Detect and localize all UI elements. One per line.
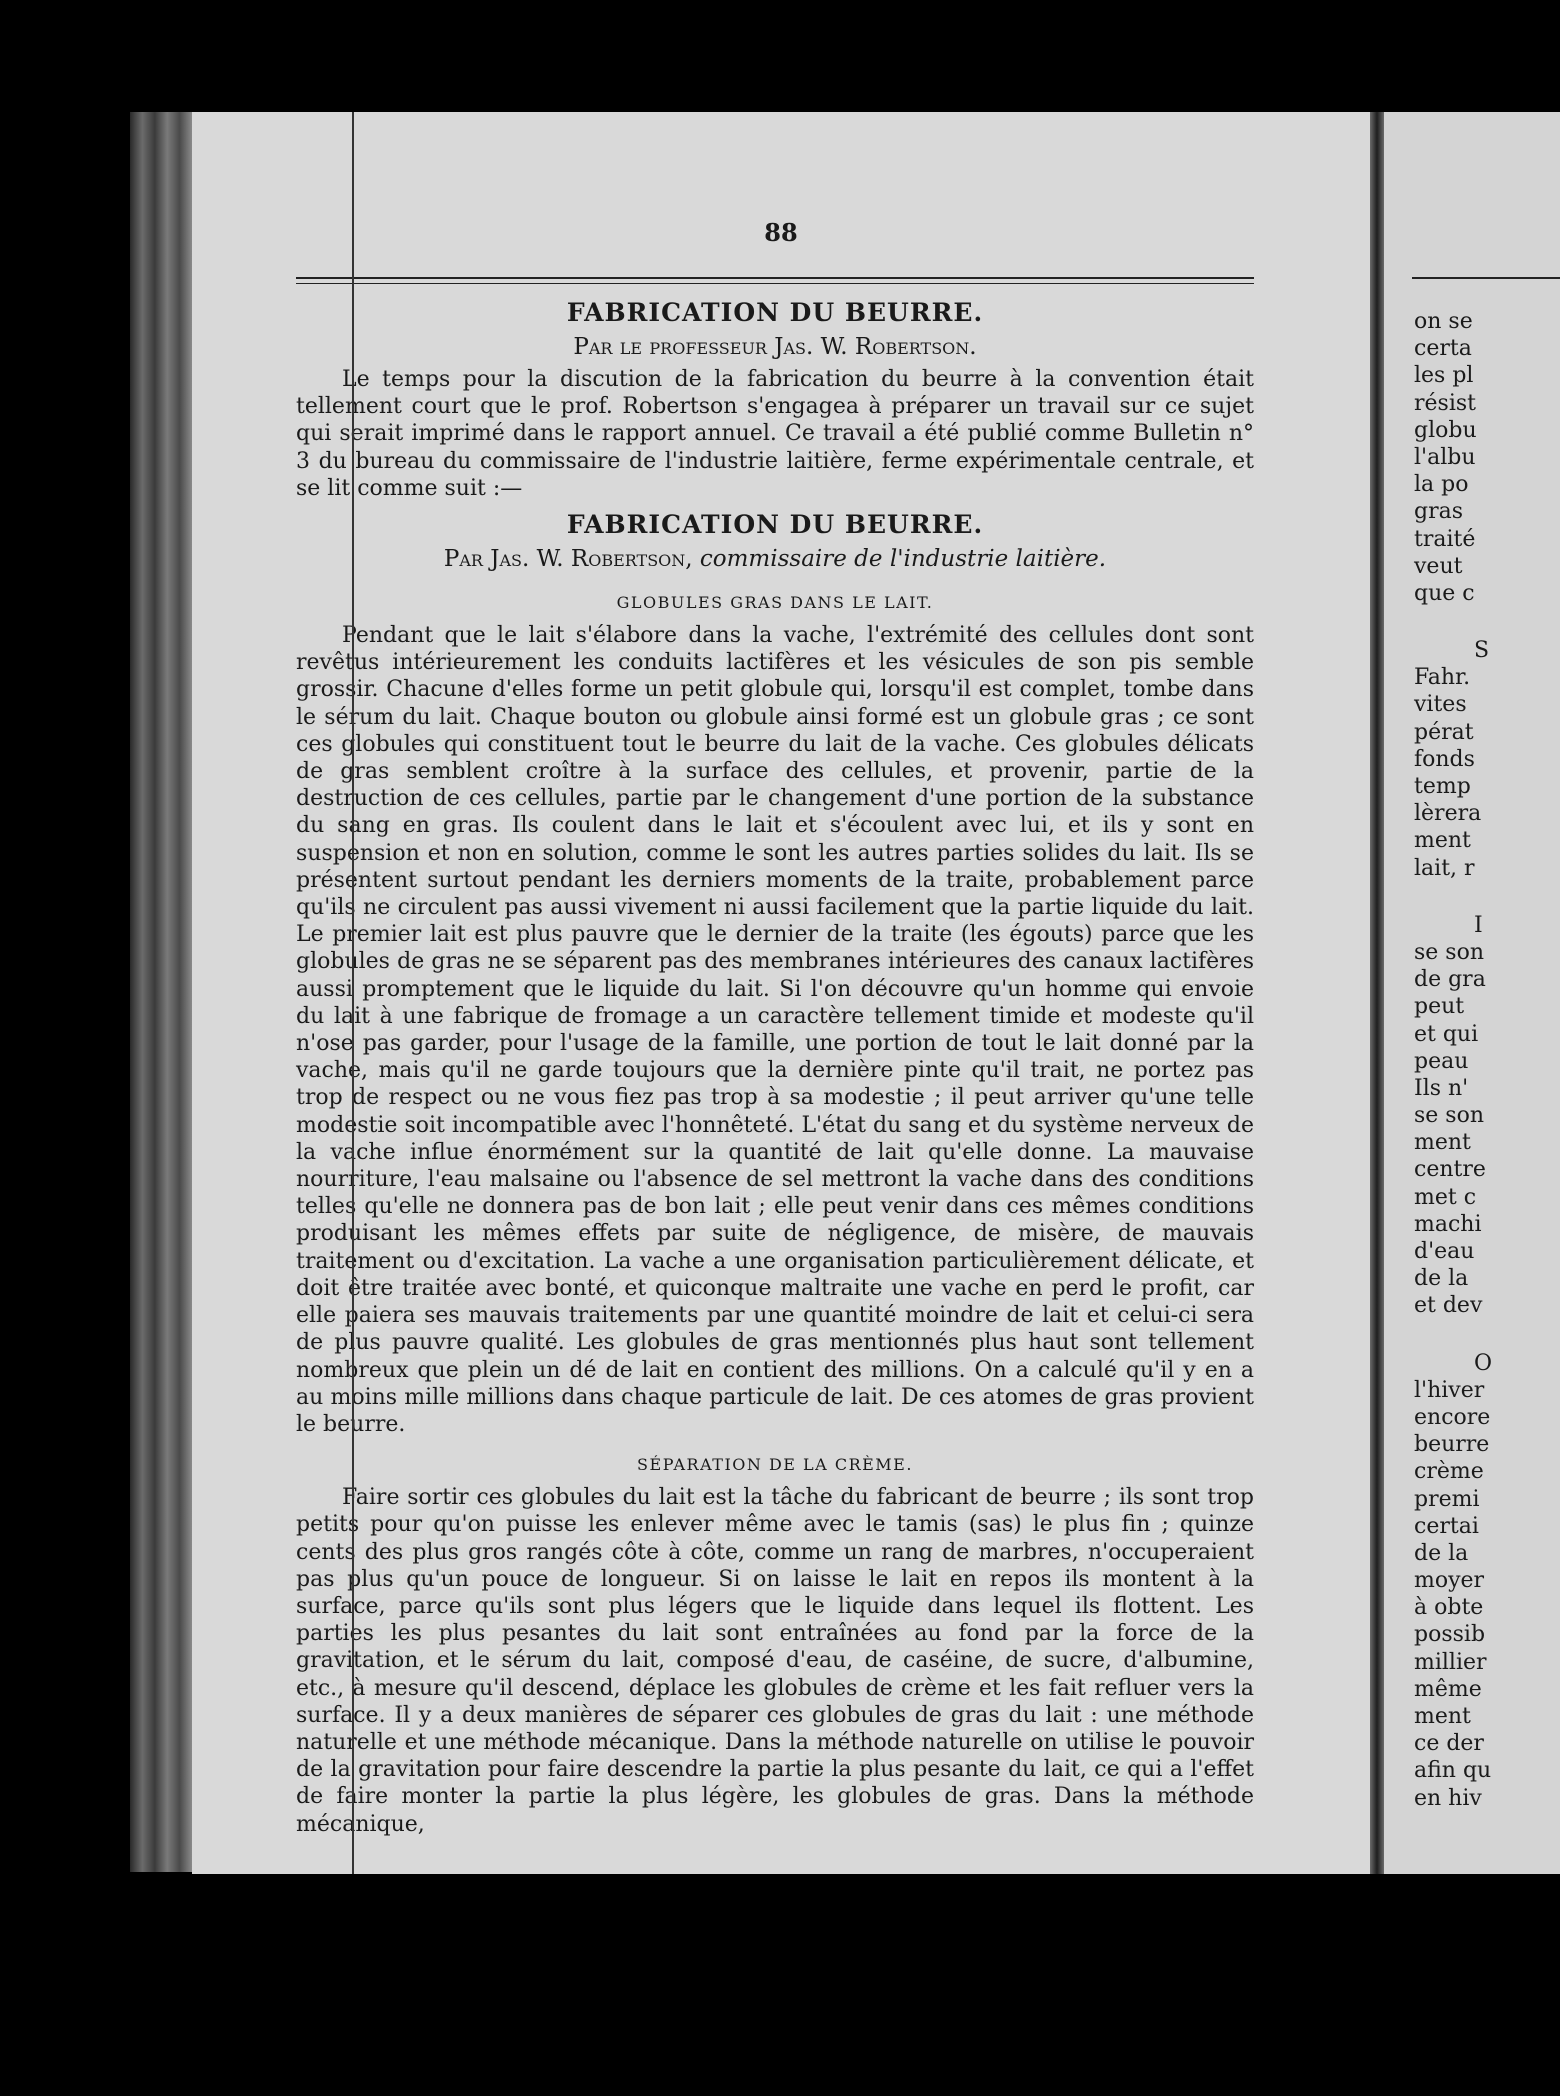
right-page-line: veut — [1414, 553, 1463, 579]
right-page-line: en hiv — [1414, 1785, 1482, 1811]
right-page-line: l'albu — [1414, 444, 1476, 470]
right-page-line: on se — [1414, 309, 1473, 334]
right-page-line: même — [1414, 1676, 1482, 1702]
right-page-line: certa — [1414, 336, 1472, 362]
right-page-line: afin qu — [1414, 1758, 1492, 1784]
left-page — [192, 112, 1370, 1874]
right-page-line: crème — [1414, 1459, 1484, 1485]
right-page-line: S — [1474, 638, 1490, 664]
section-title-globules: GLOBULES GRAS DANS LE LAIT. — [616, 593, 934, 613]
right-page-line: l'hiver — [1414, 1377, 1485, 1403]
right-page-line: moyer — [1414, 1568, 1485, 1594]
right-block-4 — [1414, 1350, 1560, 1812]
bulletin-author-role: commissaire de l'industrie laitière. — [699, 546, 1107, 573]
right-page-line: peut — [1414, 994, 1465, 1020]
separation-paragraph: Faire sortir ces globules du lait est la tâche du fabricant de beurre ; ils sont trop petits pour qu'on puisse les enlever même avec le tamis (sas) le plus fin ; quinze cents des plus gros rangés côte à côte, comme un rang de marbres, n'occuperaient pas plus qu'un pouce de longueur. Si on laisse le lait en repos ils montent à la surface, parce qu'ils sont plus légers que le liquide dans lequel ils flottent. Les parties les plus pesantes du lait sont entraînées au fond par la force de la gravitation, et le sérum du lait, composé d'eau, de caséine, de sucre, d'albumine, etc., à mesure qu'il descend, déplace les globules de crème et les fait refluer vers la surface. Il y a deux manières de séparer ces globules de gras du lait : une méthode naturelle et une méthode mécanique. Dans la méthode naturelle on utilise le pouvoir de la gravitation pour faire descendre la partie la plus pesante du lait, ce qui a l'effet de faire monter la partie la plus légère, les globules de gras. Dans la méthode mécanique, — [296, 1485, 1254, 1837]
right-page-line: possib — [1414, 1622, 1486, 1648]
globules-paragraph: Pendant que le lait s'élabore dans la vache, l'extrémité des cellules dont sont revêtus intérieurement les conduits lactifères et les vésicules de son pis semble grossir. Chacune d'elles forme un petit globule qui, lorsqu'il est complet, tombe dans le sérum du lait. Chaque bouton ou globule ainsi formé est un globule gras ; ce sont ces globules qui constituent tout le beurre du lait de la vache. Ces globules délicats de gras semblent croître à la surface des cellules, et provenir, partie de la destruction de ces cellules, partie par le changement d'une portion de la substance du sang en gras. Ils coulent dans le lait et s'écoulent avec lui, et ils y sont en suspension et non en solution, comme le sont les autres parties solides du lait. Ils se présentent surtout pendant les derniers moments de la traite, probablement parce qu'ils ne circulent pas aussi vivement ni aussi facilement que la partie liquide du lait. Le premier lait est plus pauvre que le dernier de la traite (les égouts) parce que les globules de gras ne se séparent pas des membranes intérieures des canaux lactifères aussi promptement que le liquide du lait. Si l'on découvre qu'un homme qui envoie du lait à une fabrique de fromage a un caractère tellement timide et modeste qu'il n'ose pas garder, pour l'usage de la famille, une portion de tout le lait donné par la vache, mais qu'il ne garde toujours que la dernière pinte qu'il trait, ne portez pas trop de respect ou ne vous fiez pas trop à sa modestie ; il peut arriver qu'une telle modestie soit incompatible avec l'honnêteté. L'état du sang et du système nerveux de la vache influe énormément sur la quantité de lait qu'elle donne. La mauvaise nourriture, l'eau malsaine ou l'absence de sel mettront la vache dans des conditions telles qu'elle ne donnera pas de bon lait ; elle peut venir dans ces mêmes conditions produisant les mêmes effets par suite de négligence, de misère, de mauvais traitement ou d'excitation. La vache a une organisation particulièrement délicate, et doit être traitée avec bonté, et quiconque maltraite une vache en perd le profit, car elle paiera ses mauvais traitements par une quantité moindre de lait et celui-ci sera de plus pauvre qualité. Les globules de gras mentionnés plus haut sont tellement nombreux que plein un dé de lait en contient des millions. On a calculé qu'il y en a au moins mille millions dans chaque particule de lait. De ces atomes de gras provient le beurre. — [296, 623, 1254, 1437]
right-page-line: temp — [1414, 774, 1471, 799]
right-page-line: I — [1474, 912, 1483, 938]
right-page-line: peau — [1414, 1048, 1469, 1074]
right-page-line: de la — [1414, 1266, 1469, 1292]
right-page-line: millier — [1414, 1649, 1487, 1675]
right-page-line: se son — [1414, 939, 1485, 965]
intro-paragraph: Le temps pour la discution de la fabrication du beurre à la convention était tellement court que le prof. Robertson s'engagea à préparer un travail sur ce sujet qui serait imprimé dans le rapport annuel. Ce travail a été publié comme Bulletin n° 3 du bureau du commissaire de l'industrie laitière, ferme expérimentale centrale, et se lit comme suit :— — [296, 367, 1254, 501]
right-page-fragment — [1384, 112, 1560, 1874]
right-page-line: ce der — [1414, 1731, 1484, 1757]
right-page-text — [1414, 308, 1560, 1812]
right-page-line: beurre — [1414, 1432, 1490, 1458]
right-page-line: lèrera — [1414, 801, 1482, 827]
right-page-line: premi — [1414, 1486, 1480, 1512]
right-page-line: la po — [1414, 472, 1469, 498]
section-title-separation: SÉPARATION DE LA CRÈME. — [637, 1455, 913, 1475]
right-block-1 — [1414, 308, 1560, 607]
article-title: FABRICATION DU BEURRE. — [566, 298, 984, 327]
article-body — [296, 296, 1254, 1838]
right-page-line: gras — [1414, 499, 1464, 525]
right-page-line: O — [1474, 1350, 1493, 1376]
scan-margin-line — [352, 112, 354, 1874]
bulletin-author-name: Par Jas. W. Robertson, — [443, 546, 693, 573]
right-page-line: met c — [1414, 1184, 1477, 1210]
page-number: 88 — [764, 218, 798, 247]
right-page-line: ment — [1414, 828, 1471, 854]
right-page-line: se son — [1414, 1103, 1485, 1129]
header-rule-thin — [296, 283, 1254, 284]
bulletin-title: FABRICATION DU BEURRE. — [566, 510, 984, 540]
right-page-line: lait, r — [1414, 855, 1475, 881]
right-page-line: que c — [1414, 580, 1475, 606]
right-page-line: résist — [1414, 390, 1476, 416]
right-page-line: certai — [1414, 1513, 1479, 1539]
header-rule-thick — [296, 277, 1254, 279]
right-block-2 — [1414, 637, 1560, 882]
right-page-line: et dev — [1414, 1293, 1483, 1319]
right-page-line: traité — [1414, 526, 1476, 552]
right-page-line: Ils n' — [1414, 1075, 1469, 1101]
book-binding — [130, 112, 192, 1872]
right-page-line: les pl — [1414, 363, 1474, 389]
right-page-line: centre — [1414, 1157, 1486, 1183]
right-page-rule — [1412, 277, 1560, 279]
right-page-line: pérat — [1414, 719, 1474, 745]
right-page-line: vites — [1414, 692, 1467, 718]
right-page-line: d'eau — [1414, 1239, 1475, 1264]
right-page-line: et qui — [1414, 1021, 1479, 1047]
right-page-line: fonds — [1414, 746, 1475, 772]
right-page-line: à obte — [1414, 1595, 1484, 1621]
right-page-line: encore — [1414, 1404, 1491, 1430]
right-page-line: ment — [1414, 1704, 1471, 1729]
right-block-3 — [1414, 912, 1560, 1320]
article-author: Par le professeur Jas. W. Robertson. — [573, 334, 977, 360]
right-page-line: Fahr. — [1414, 665, 1471, 691]
right-page-line: de gra — [1414, 967, 1486, 993]
page-gutter — [1370, 112, 1384, 1874]
right-page-line: globu — [1414, 417, 1477, 443]
right-page-line: machi — [1414, 1211, 1482, 1237]
right-page-line: de la — [1414, 1540, 1469, 1566]
right-page-line: ment — [1414, 1130, 1471, 1156]
bulletin-author — [296, 542, 1254, 576]
